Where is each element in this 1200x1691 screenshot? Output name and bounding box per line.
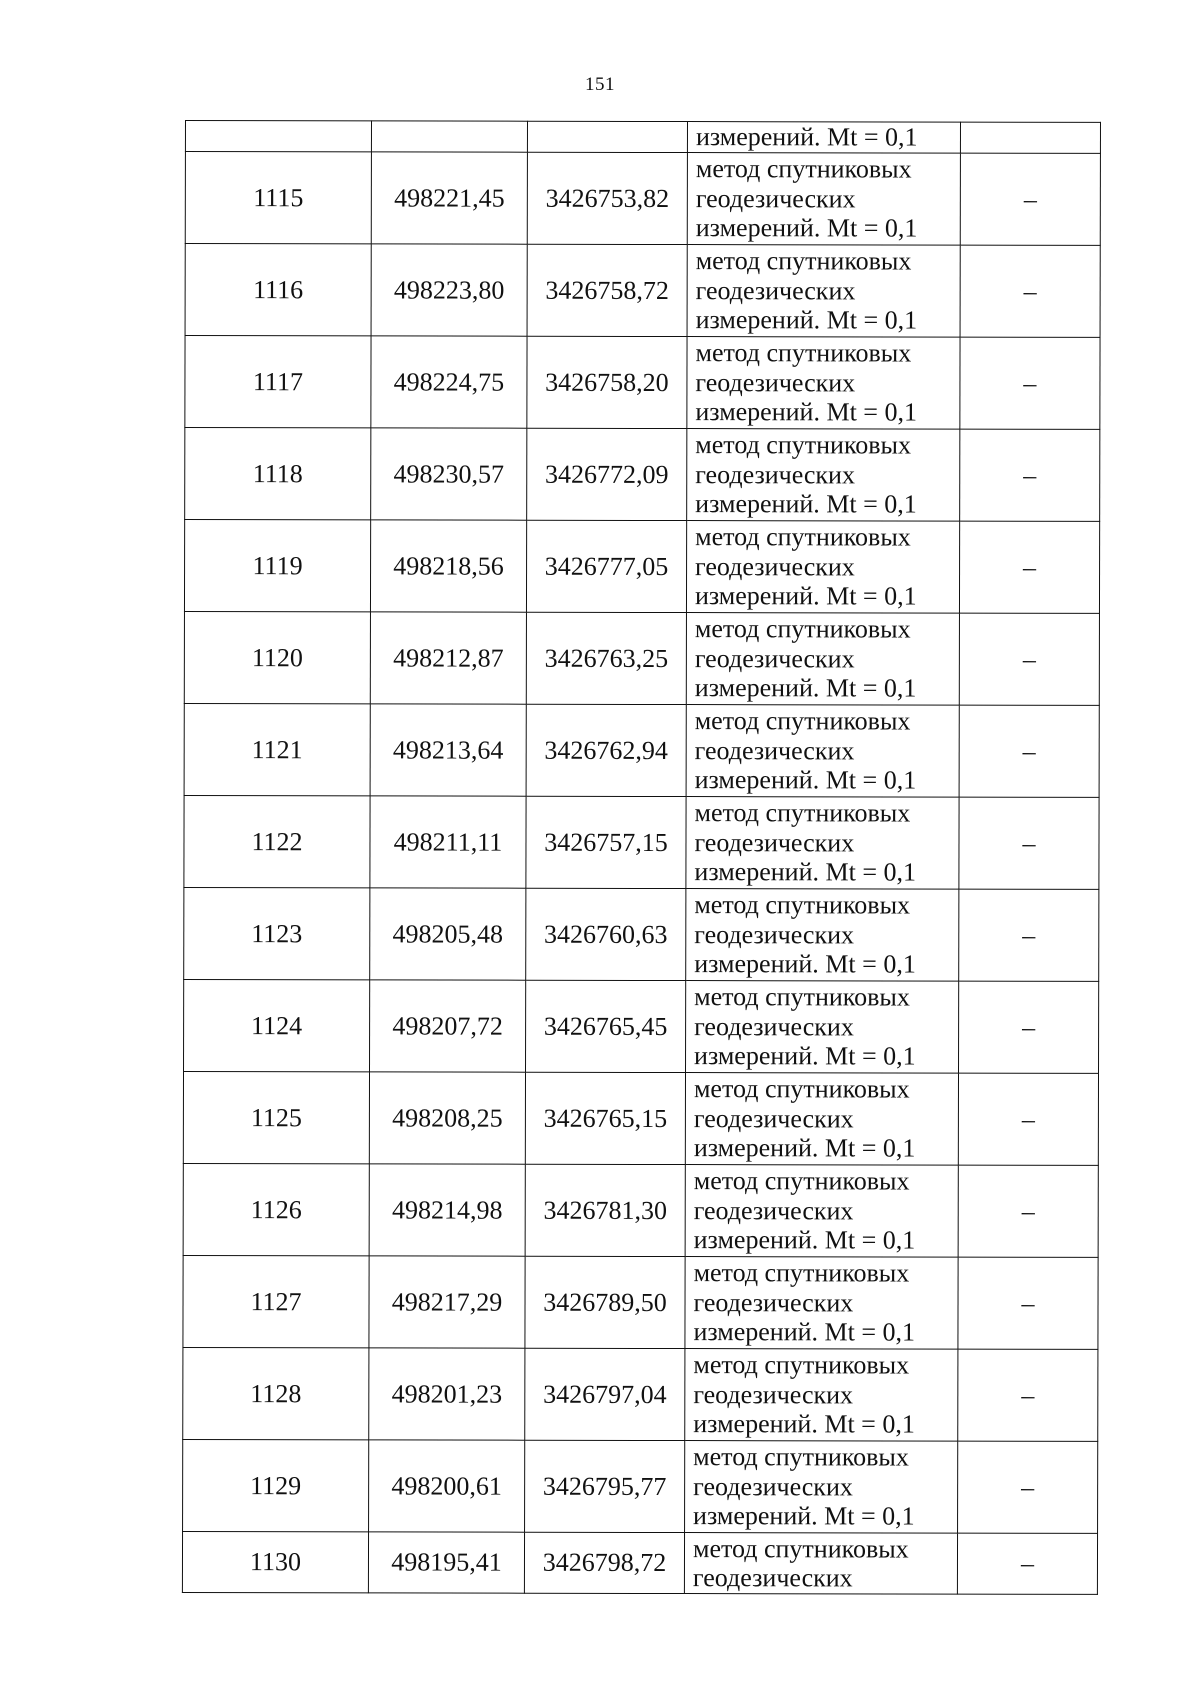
method-text: метод спутниковых — [693, 1166, 910, 1196]
table-row — [184, 795, 1099, 889]
table-row — [183, 1163, 1098, 1257]
table-row — [183, 1347, 1098, 1441]
point-number-cell: 1128 — [183, 1347, 369, 1439]
method-text: метод спутниковых — [694, 614, 911, 644]
x-coordinate-cell: 498211,11 — [370, 796, 526, 888]
y-coordinate-cell: 3426763,25 — [526, 612, 686, 704]
method-text: геодезических — [694, 827, 855, 858]
method-text: метод спутниковых — [693, 1442, 909, 1472]
note-cell: – — [958, 1165, 1098, 1257]
table-row — [183, 1071, 1098, 1165]
x-coordinate-cell: 498218,56 — [370, 520, 526, 612]
method-text: метод спутниковых — [695, 154, 912, 184]
method-text: измерений. Mt = 0,1 — [693, 1225, 916, 1255]
table-cell — [185, 121, 371, 152]
table-row — [185, 152, 1100, 246]
note-cell: – — [958, 1257, 1098, 1349]
point-number-cell: 1118 — [185, 428, 371, 520]
method-cell — [686, 705, 959, 798]
y-coordinate-cell: 3426753,82 — [527, 152, 687, 244]
note-cell: – — [960, 337, 1100, 429]
point-number-cell: 1117 — [185, 336, 371, 428]
method-text: геодезических — [694, 919, 855, 950]
note-cell: – — [959, 797, 1099, 889]
x-coordinate-cell: 498200,61 — [369, 1440, 525, 1532]
method-text: геодезических — [693, 1195, 854, 1226]
note-cell: – — [959, 889, 1099, 981]
point-number-cell: 1121 — [184, 703, 370, 795]
method-text: измерений. Mt = 0,1 — [693, 1133, 916, 1163]
method-text: геодезических — [695, 275, 856, 306]
method-text: измерений. Mt = 0,1 — [694, 857, 917, 887]
y-coordinate-cell: 3426762,94 — [526, 704, 686, 796]
note-cell: – — [959, 613, 1099, 705]
method-text: метод спутниковых — [694, 706, 911, 736]
method-text: измерений. Mt = 0,1 — [694, 581, 917, 611]
y-coordinate-cell: 3426765,15 — [525, 1072, 685, 1164]
method-cell — [685, 1165, 958, 1258]
method-text: метод спутниковых — [695, 338, 912, 368]
method-text: измерений. Mt = 0,1 — [694, 673, 917, 703]
method-text: метод спутниковых — [693, 1350, 910, 1380]
table-row — [184, 887, 1099, 981]
method-cell — [687, 429, 960, 522]
method-text: метод спутниковых — [695, 430, 912, 460]
carry-over-row — [185, 121, 1100, 154]
method-text: геодезических — [693, 1287, 854, 1318]
note-cell: – — [960, 245, 1100, 337]
note-cell: – — [960, 153, 1100, 245]
y-coordinate-cell: 3426777,05 — [526, 520, 686, 612]
table-row — [184, 979, 1099, 1073]
point-number-cell: 1130 — [182, 1531, 368, 1592]
method-text: измерений. Mt = 0,1 — [695, 489, 917, 519]
point-number-cell: 1126 — [183, 1163, 369, 1255]
y-coordinate-cell: 3426795,77 — [525, 1440, 685, 1532]
table-row — [185, 428, 1100, 522]
x-coordinate-cell: 498195,41 — [368, 1532, 524, 1593]
table-row — [183, 1255, 1098, 1349]
table-cell — [527, 121, 687, 152]
method-cell — [687, 245, 960, 338]
x-coordinate-cell: 498224,75 — [371, 336, 527, 428]
table-row — [185, 244, 1100, 338]
method-text: метод спутниковых — [695, 246, 912, 276]
coordinates-table — [182, 120, 1101, 1595]
point-number-cell: 1115 — [185, 152, 371, 244]
method-text: измерений. Mt = 0,1 — [695, 305, 918, 335]
x-coordinate-cell: 498201,23 — [369, 1348, 525, 1440]
method-text: метод спутниковых — [693, 1258, 910, 1288]
x-coordinate-cell: 498213,64 — [370, 704, 526, 796]
method-text: метод спутниковых — [694, 982, 910, 1012]
point-number-cell: 1123 — [184, 887, 370, 979]
y-coordinate-cell: 3426797,04 — [525, 1348, 685, 1440]
method-text: измерений. Mt = 0,1 — [695, 122, 918, 152]
x-coordinate-cell: 498221,45 — [371, 152, 527, 244]
x-coordinate-cell: 498217,29 — [369, 1256, 525, 1348]
method-cell — [687, 337, 960, 430]
method-text: измерений. Mt = 0,1 — [694, 949, 916, 979]
note-cell: – — [957, 1533, 1097, 1594]
method-text: геодезических — [694, 1011, 854, 1042]
x-coordinate-cell: 498207,72 — [370, 980, 526, 1072]
y-coordinate-cell: 3426789,50 — [525, 1256, 685, 1348]
x-coordinate-cell: 498223,80 — [371, 244, 527, 336]
x-coordinate-cell: 498214,98 — [369, 1164, 525, 1256]
table-row — [185, 336, 1100, 430]
y-coordinate-cell: 3426760,63 — [526, 888, 686, 980]
table-cell — [960, 122, 1100, 153]
method-cell — [685, 1349, 958, 1442]
method-cell — [685, 1441, 958, 1534]
table-body — [182, 121, 1100, 1595]
method-text: измерений. Mt = 0,1 — [693, 1409, 915, 1439]
method-text: метод спутниковых — [694, 798, 911, 828]
x-coordinate-cell: 498208,25 — [369, 1072, 525, 1164]
point-number-cell: 1116 — [185, 244, 371, 336]
y-coordinate-cell: 3426772,09 — [527, 428, 687, 520]
point-number-cell: 1124 — [184, 979, 370, 1071]
y-coordinate-cell: 3426757,15 — [526, 796, 686, 888]
method-text: геодезических — [693, 1103, 854, 1134]
method-cell — [687, 122, 960, 154]
note-cell: – — [959, 981, 1099, 1073]
method-text: измерений. Mt = 0,1 — [693, 1317, 916, 1347]
method-text: измерений. Mt = 0,1 — [695, 397, 918, 427]
page-number: 151 — [585, 74, 615, 95]
x-coordinate-cell: 498230,57 — [371, 428, 527, 520]
method-text: геодезических — [694, 643, 855, 674]
table-row — [182, 1531, 1097, 1594]
method-text: метод спутниковых — [695, 522, 911, 552]
method-text: геодезических — [695, 183, 856, 214]
method-text: измерений. Mt = 0,1 — [695, 213, 918, 243]
y-coordinate-cell: 3426758,20 — [527, 336, 687, 428]
table-row — [184, 611, 1099, 705]
method-cell — [686, 981, 959, 1074]
note-cell: – — [958, 1441, 1098, 1533]
method-text: геодезических — [695, 551, 855, 582]
point-number-cell: 1119 — [184, 520, 370, 612]
note-cell: – — [959, 521, 1099, 613]
y-coordinate-cell: 3426798,72 — [524, 1532, 684, 1593]
note-cell: – — [959, 705, 1099, 797]
method-cell — [686, 889, 959, 982]
note-cell: – — [960, 429, 1100, 521]
method-cell — [686, 613, 959, 706]
method-cell — [685, 1257, 958, 1350]
method-text: геодезических — [695, 459, 856, 490]
method-cell — [685, 1073, 958, 1166]
point-number-cell: 1127 — [183, 1255, 369, 1347]
method-text: измерений. Mt = 0,1 — [694, 1041, 916, 1071]
y-coordinate-cell: 3426765,45 — [526, 980, 686, 1072]
method-text: геодезических — [693, 1379, 854, 1410]
method-text: метод спутниковых — [694, 890, 911, 920]
table-row — [184, 520, 1099, 614]
method-text: геодезических — [693, 1471, 853, 1502]
y-coordinate-cell: 3426758,72 — [527, 244, 687, 336]
method-text: геодезических — [695, 367, 856, 398]
point-number-cell: 1120 — [184, 611, 370, 703]
point-number-cell: 1122 — [184, 795, 370, 887]
coordinates-table-wrap — [182, 120, 1100, 1595]
x-coordinate-cell: 498212,87 — [370, 612, 526, 704]
method-text: измерений. Mt = 0,1 — [694, 765, 917, 795]
method-text: измерений. Mt = 0,1 — [693, 1501, 915, 1531]
method-text: геодезических — [694, 735, 855, 766]
method-text: геодезических — [692, 1563, 853, 1593]
note-cell: – — [958, 1073, 1098, 1165]
y-coordinate-cell: 3426781,30 — [525, 1164, 685, 1256]
method-cell — [686, 521, 959, 614]
table-row — [184, 703, 1099, 797]
note-cell: – — [958, 1349, 1098, 1441]
point-number-cell: 1129 — [183, 1439, 369, 1531]
method-cell — [684, 1533, 957, 1595]
method-cell — [686, 797, 959, 890]
table-cell — [371, 121, 527, 152]
method-text: метод спутниковых — [692, 1533, 909, 1564]
method-cell — [687, 153, 960, 246]
x-coordinate-cell: 498205,48 — [370, 888, 526, 980]
method-text: метод спутниковых — [693, 1074, 910, 1104]
point-number-cell: 1125 — [183, 1071, 369, 1163]
table-row — [183, 1439, 1098, 1533]
